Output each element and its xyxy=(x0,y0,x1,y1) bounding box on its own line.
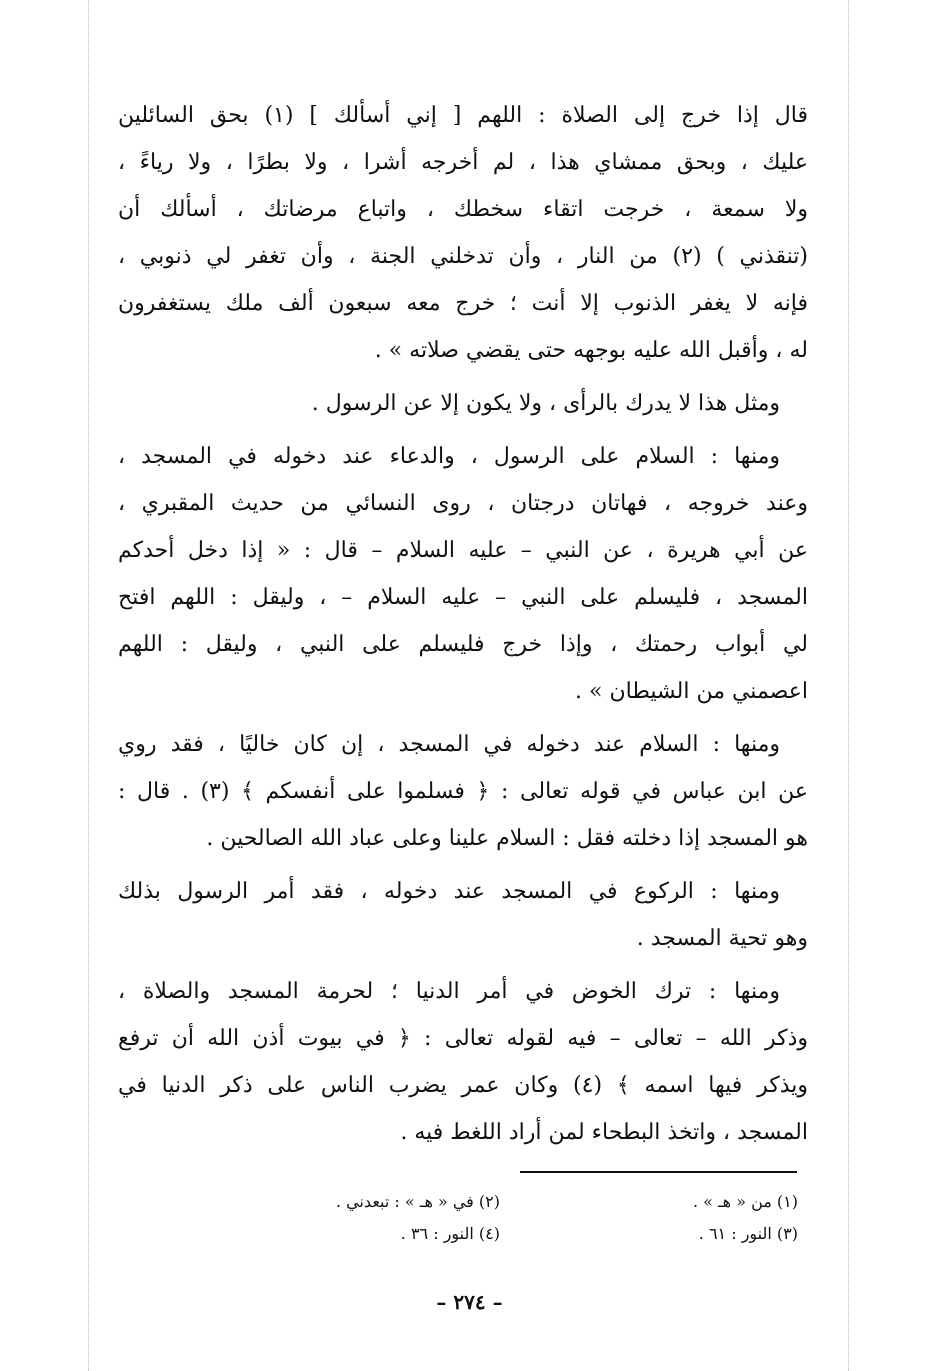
footnote-4: (٤) النور : ٣٦ . xyxy=(400,1224,500,1243)
left-margin-dots xyxy=(88,0,91,1371)
footnote-column-right xyxy=(538,1186,798,1250)
text-line: وهو تحية المسجد . xyxy=(636,926,808,951)
page-number: – ٢٧٤ – xyxy=(436,1290,503,1314)
paragraph-3 xyxy=(118,433,808,715)
text-line: فإنه لا يغفر الذنوب إلا أنت ؛ خرج معه سبعون ألف ملك يستغفرون xyxy=(118,291,808,316)
footnote-2: (٢) في « هـ » : تبعدني . xyxy=(335,1192,500,1211)
text-line: ولا سمعة ، خرجت اتقاء سخطك ، واتباع مرضاتك ، أسألك أن xyxy=(118,197,808,222)
text-line: هو المسجد إذا دخلته فقل : السلام علينا وعلى عباد الله الصالحين . xyxy=(206,826,808,851)
right-margin-dots xyxy=(848,0,851,1371)
paragraph-1 xyxy=(118,92,808,374)
main-text xyxy=(118,92,808,1156)
text-line: ويذكر فيها اسمه ﴾ (٤) وكان عمر يضرب الناس على ذكر الدنيا في xyxy=(118,1073,808,1098)
text-line: المسجد ، واتخذ البطحاء لمن أراد اللغط فيه . xyxy=(400,1120,808,1145)
text-line: عليك ، وبحق ممشاي هذا ، لم أخرجه أشرا ، ولا بطرًا ، ولا رياءً ، xyxy=(118,150,808,175)
text-line: قال إذا خرج إلى الصلاة : اللهم [ إني أسألك ] (١) بحق السائلين xyxy=(118,103,808,128)
footnote-column-left xyxy=(240,1186,500,1250)
text-line: ومنها : الركوع في المسجد عند دخوله ، فقد أمر الرسول بذلك xyxy=(118,879,780,904)
text-line: اعصمني من الشيطان » . xyxy=(575,679,808,704)
text-line: له ، وأقبل الله عليه بوجهه حتى يقضي صلاته » . xyxy=(374,338,808,363)
text-line: المسجد ، فليسلم على النبي – عليه السلام – ، وليقل : اللهم افتح xyxy=(118,585,808,610)
text-line: (تنقذني ) (٢) من النار ، وأن تدخلني الجنة ، وأن تغفر لي ذنوبي ، xyxy=(118,244,808,269)
footnote-3: (٣) النور : ٦١ . xyxy=(698,1224,798,1243)
paragraph-5 xyxy=(118,868,808,962)
text-line: وذكر الله – تعالى – فيه لقوله تعالى : ﴿ في بيوت أذن الله أن ترفع xyxy=(118,1026,808,1051)
paragraph-4 xyxy=(118,721,808,862)
text-line: وعند خروجه ، فهاتان درجتان ، روى النسائي من حديث المقبري ، xyxy=(118,491,808,516)
text-line: ومنها : السلام على الرسول ، والدعاء عند دخوله في المسجد ، xyxy=(118,444,780,469)
paragraph-2 xyxy=(118,380,808,427)
footnote-divider xyxy=(520,1171,797,1173)
text-line: ومثل هذا لا يدرك بالرأى ، ولا يكون إلا عن الرسول . xyxy=(311,391,780,416)
text-line: لي أبواب رحمتك ، وإذا خرج فليسلم على النبي ، وليقل : اللهم xyxy=(118,632,808,657)
paragraph-6 xyxy=(118,968,808,1156)
text-line: ومنها : السلام عند دخوله في المسجد ، إن كان خاليًا ، فقد روي xyxy=(118,732,780,757)
footnote-1: (١) من « هـ » . xyxy=(692,1192,798,1211)
text-line: ومنها : ترك الخوض في أمر الدنيا ؛ لحرمة المسجد والصلاة ، xyxy=(118,979,780,1004)
text-line: عن ابن عباس في قوله تعالى : ﴿ فسلموا على أنفسكم ﴾ (٣) . قال : xyxy=(118,779,808,804)
text-line: عن أبي هريرة ، عن النبي – عليه السلام – قال : « إذا دخل أحدكم xyxy=(118,538,808,563)
